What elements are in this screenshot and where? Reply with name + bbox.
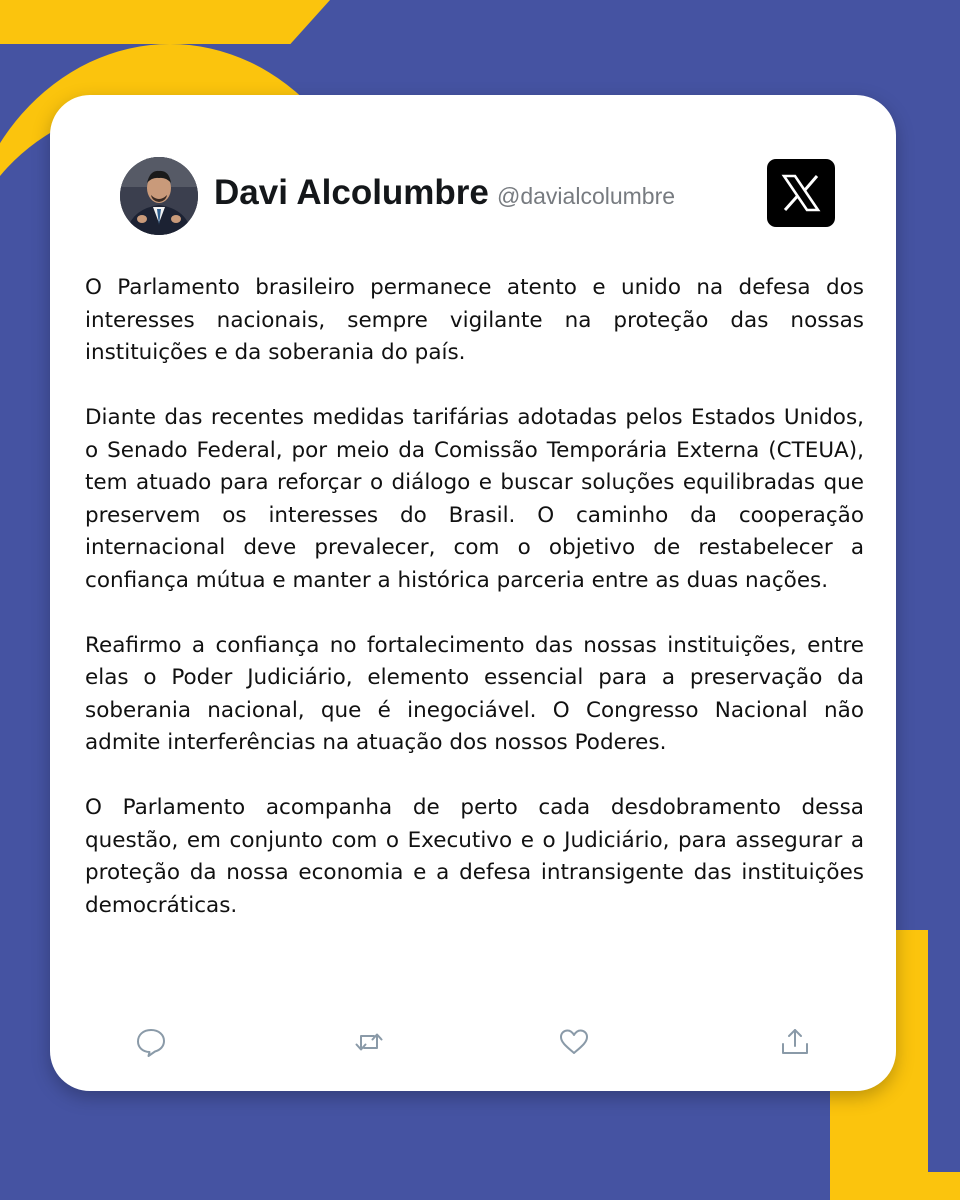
x-logo-icon[interactable] [767, 159, 835, 227]
author-name[interactable]: Davi Alcolumbre [214, 173, 489, 212]
like-icon[interactable] [557, 1025, 591, 1059]
decorative-yellow-stripe [0, 0, 330, 44]
post-paragraph: O Parlamento acompanha de perto cada desdobramento dessa questão, em conjunto com o Executivo e o Judiciário, para assegurar a proteção da nossa economia e a defesa intransigente das instituições democráticas. [85, 795, 864, 918]
share-icon[interactable] [778, 1025, 812, 1059]
post-header [120, 155, 836, 237]
post-card [50, 95, 896, 1091]
author-handle[interactable]: @davialcolumbre [497, 183, 676, 209]
avatar[interactable] [120, 157, 198, 235]
post-body [85, 272, 864, 955]
post-paragraph: O Parlamento brasileiro permanece atento e unido na defesa dos interesses nacionais, sempre vigilante na proteção das nossas instituições e da soberania do país. [85, 275, 864, 365]
decorative-yellow-strip [830, 1172, 960, 1200]
reply-icon[interactable] [134, 1025, 168, 1059]
post-actions [50, 1025, 896, 1065]
post-paragraph: Reafirmo a confiança no fortalecimento das nossas instituições, entre elas o Poder Judiciário, elemento essencial para a preservação da soberania nacional, que é inegociável. O Congresso Nacional não admite interferências na atuação dos nossos Poderes. [85, 632, 864, 755]
post-paragraph: Diante das recentes medidas tarifárias adotadas pelos Estados Unidos, o Senado Federal, por meio da Comissão Temporária Externa (CTEUA), tem atuado para reforçar o diálogo e buscar soluções equilibradas que preservem os interesses do Brasil. O caminho da cooperação internacional deve prevalecer, com o objetivo de restabelecer a confiança mútua e manter a histórica parceria entre as duas nações. [85, 405, 864, 593]
repost-icon[interactable] [352, 1025, 386, 1059]
